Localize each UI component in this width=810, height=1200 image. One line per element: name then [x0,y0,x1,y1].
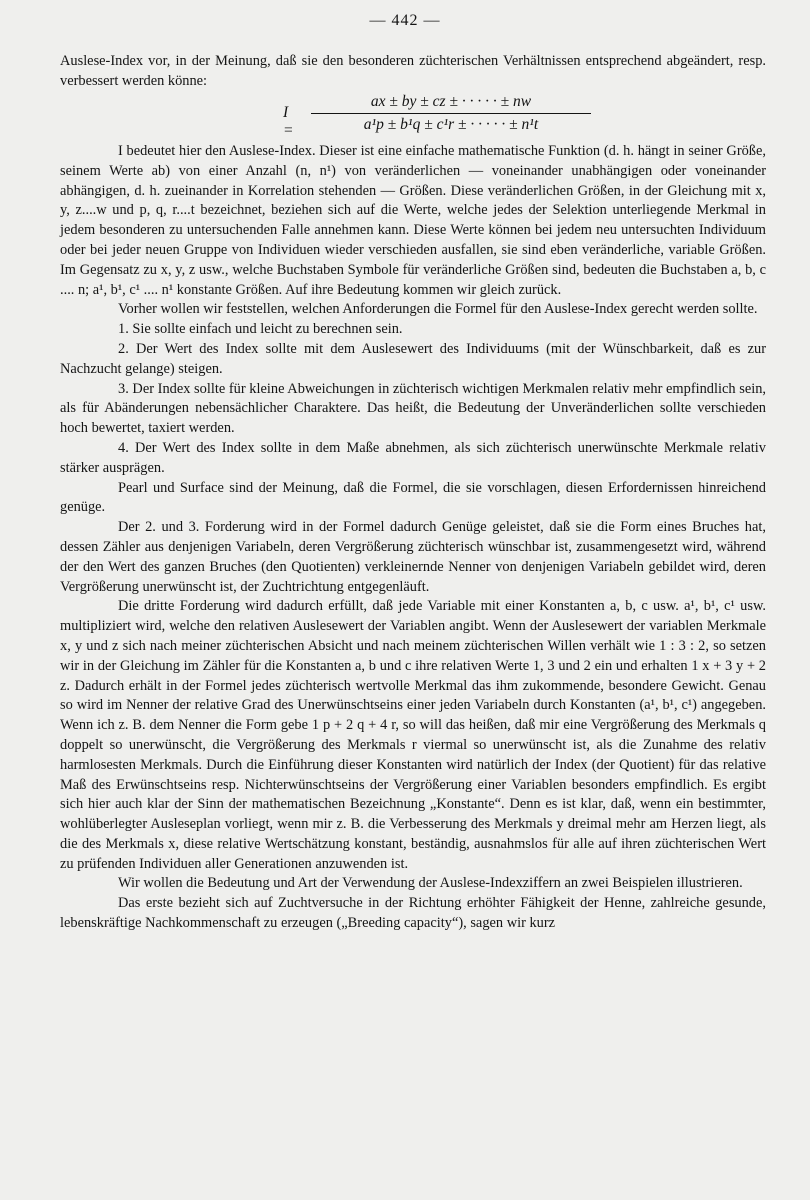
paragraph: I bedeutet hier den Auslese-Index. Dieser ist eine einfache mathematische Funktion (d. h. hängt in seiner Größe, seinem Werte ab) von einer Anzahl (n, n¹) von veränderlichen — voneinander unabhängigen oder voneinander abhängigen, d. h. zueinander in Korrelation stehenden — Größen. Diese veränderlichen Größen, in der Gleichung mit x, y, z....w und p, q, r....t bezeichnet, beziehen sich auf die Werte, welche jedes der Selektion unterliegende Merkmal in jedem besonderen zu untersuchenden Falle annehmen kann. Diese Werte können bei jedem neu untersuchten Individuum oder bei jeder neuen Gruppe von Individuen wieder verschieden ausfallen, sie sind eben veränderliche, variable Größen. Im Gegensatz zu x, y, z usw., welche Buchstaben Symbole für veränderliche Größen sind, bedeuten die Buchstaben a, b, c .... n; a¹, b¹, c¹ .... n¹ konstante Größen. Auf ihre Bedeutung kommen wir gleich zurück. [60,143,766,298]
list-item: 2. Der Wert des Index sollte mit dem Auslesewert des Individuums (mit der Wünschbarkeit, daß es zur Nachzucht gelange) steigen. [60,340,766,377]
intro-block [60,52,766,92]
paragraph: Pearl und Surface sind der Meinung, daß die Formel, die sie vorschlagen, diesen Erfordernissen hinreichend genüge. [60,479,766,516]
list-item: 3. Der Index sollte für kleine Abweichungen in züchterisch wichtigen Merkmalen relativ mehr empfindlich sein, als für Abänderungen nebensächlicher Charaktere. Das heißt, die Bedeutung der Unveränderlichen sollte verschieden hoch bewertet, taxiert werden. [60,380,766,437]
paragraph: Vorher wollen wir feststellen, welchen Anforderungen die Formel für den Auslese-Index gerecht werden sollte. [118,301,758,318]
list-item: 4. Der Wert des Index sollte in dem Maße abnehmen, als sich züchterisch unerwünschte Merkmale relativ stärker ausprägen. [60,439,766,476]
paragraph: Das erste bezieht sich auf Zuchtversuche in der Richtung erhöhter Fähigkeit der Henne, zahlreiche gesunde, lebenskräftige Nachkommenschaft zu erzeugen („Breeding capacity“), sagen wir kurz [60,895,766,932]
list-item: 1. Sie sollte einfach und leicht zu berechnen sein. [118,321,403,338]
formula-numerator: ax ± by ± cz ± · · · · · ± nw [370,93,532,110]
formula-lhs: I = [283,104,294,139]
paragraph: Die dritte Forderung wird dadurch erfüllt, daß jede Variable mit einer Konstanten a, b, c usw. a¹, b¹, c¹ usw. multipliziert wird, welche den relativen Auslesewert der Variablen angibt. Wenn der Auslesewert der variablen Merkmale x, y und z sich nach meiner züchterischen Absicht und nach meinem züchterischen Willen verhält wie 1 : 3 : 2, so setzen wir in der Gleichung im Zähler für die Konstanten a, b und c ihre relativen Werte 1, 3 und 2 ein und erhalten 1 x + 3 y + 2 z. Dadurch erhält in der Formel jedes züchterisch wertvolle Merkmal das ihm zukommende, besondere Gewicht. Genau so wird im Nenner der relative Grad des Unerwünschtseins einer jeden Variabeln durch Konstanten (a¹, b¹, c¹) angegeben. Wenn ich z. B. dem Nenner die Form gebe 1 p + 2 q + 4 r, so will das heißen, daß mir eine Vergrößerung des Merkmals q doppelt so unerwünscht, die Vergrößerung des Merkmals r viermal so unerwünscht ist, als die Zunahme des relativ harmlosesten Merkmals. Durch die Einführung dieser Konstanten wird natürlich der Index (der Quotient) für das relative Maß des Erwünschtseins resp. Nichterwünschtseins der Vergrößerung einer Variablen besonders empfindlich. Es ergibt sich hier auch klar der Sinn der mathematischen Bezeichnung „Konstante“. Denn es ist klar, daß, wenn ein bestimmter, wohlüberlegter Ausleseplan vorliegt, wenn mir z. B. die Verbesserung des Merkmals y dreimal mehr am Herzen liegt, als die des Merkmals x, diese relative Wertschätzung konstant, beständig, ausnahmslos für alle auf ihren züchterischen Wert zu prüfenden Individuen aller Generationen anzuwenden ist. [60,598,766,872]
paragraph: Der 2. und 3. Forderung wird in der Formel dadurch Genüge geleistet, daß sie die Form eines Bruches hat, dessen Zähler aus denjenigen Variabeln, deren Vergrößerung züchterisch wünschbar ist, zusammengesetzt wird, während der den Wert des ganzen Bruches (den Quotienten) verkleinernde Nenner von denjenigen Variabeln gebildet wird, deren Vergrößerung unerwünscht ist, der Zuchtrichtung entgegenläuft. [60,519,766,595]
fraction-bar [311,113,591,114]
formula-denominator: a¹p ± b¹q ± c¹r ± · · · · · ± n¹t [363,116,539,133]
intro-paragraph: Auslese-Index vor, in der Meinung, daß sie den besonderen züchterischen Verhältnissen entsprechend abgeändert, resp. verbessert werden könne: [60,53,766,89]
page-number: — 442 — [369,12,441,29]
formula-fraction [311,92,591,135]
body-text [60,142,766,934]
paragraph: Wir wollen die Bedeutung und Art der Verwendung der Auslese-Indexziffern an zwei Beispielen illustrieren. [118,875,743,892]
